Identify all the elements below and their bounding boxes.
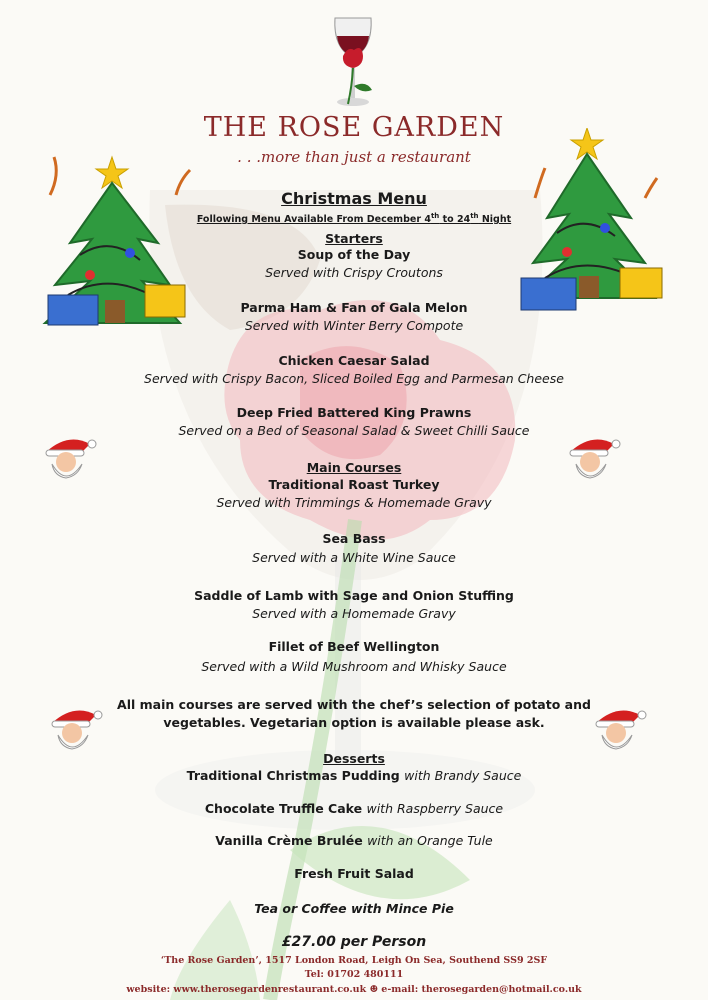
availability-note: Following Menu Available From December 4th to 24th Night (196, 212, 512, 226)
dish-name: Traditional Roast Turkey (268, 477, 440, 492)
price-per-person: £27.00 per Person (281, 934, 427, 950)
website-link[interactable]: website: www.therosegardenrestaurant.co.uk (126, 984, 370, 995)
restaurant-title: THE ROSE GARDEN (203, 112, 505, 143)
wine-glass-rose-logo (328, 14, 378, 112)
desserts-heading: Desserts (323, 751, 385, 766)
dessert-item: Chocolate Truffle Cake with Raspberry Sauce (204, 801, 504, 816)
restaurant-tagline: . . .more than just a restaurant (237, 148, 471, 166)
dessert-item: Fresh Fruit Salad (294, 866, 414, 881)
tea-coffee-line: Tea or Coffee with Mince Pie (254, 901, 454, 916)
dish-description: Served with a White Wine Sauce (252, 550, 456, 565)
dish-description: Served with a Wild Mushroom and Whisky Sauce (201, 659, 507, 674)
dish-description: Served on a Bed of Seasonal Salad & Sweet Chilli Sauce (178, 423, 530, 438)
dish-name: Saddle of Lamb with Sage and Onion Stuffing (194, 588, 514, 603)
mains-note: All main courses are served with the chef’s selection of potato and vegetables. Vegetarian option is available please ask. (117, 697, 591, 730)
dish-description: Served with Winter Berry Compote (244, 318, 464, 333)
restaurant-address: ‘The Rose Garden’, 1517 London Road, Leigh On Sea, Southend SS9 2SF (160, 955, 548, 966)
email-link[interactable]: e-mail: therosegarden@hotmail.co.uk (378, 984, 582, 995)
dish-name: Chicken Caesar Salad (278, 353, 430, 368)
dish-description: Served with Crispy Bacon, Sliced Boiled Egg and Parmesan Cheese (144, 371, 564, 386)
dish-name: Parma Ham & Fan of Gala Melon (240, 300, 468, 315)
main-courses-heading: Main Courses (306, 460, 402, 475)
dish-description: Served with Trimmings & Homemade Gravy (216, 495, 492, 510)
starters-heading: Starters (325, 231, 383, 246)
dish-description: Served with a Homemade Gravy (252, 606, 456, 621)
restaurant-phone: Tel: 01702 480111 (304, 969, 404, 980)
dish-name: Sea Bass (322, 531, 386, 546)
dish-name: Deep Fried Battered King Prawns (236, 405, 472, 420)
dish-description: Served with Crispy Croutons (265, 265, 443, 280)
dessert-item: Traditional Christmas Pudding with Brandy Sauce (186, 768, 522, 783)
dish-name: Fillet of Beef Wellington (268, 639, 440, 654)
menu-heading: Christmas Menu (281, 189, 427, 208)
dish-name: Soup of the Day (297, 247, 411, 262)
dessert-item: Vanilla Crème Brulée with an Orange Tule (215, 833, 493, 848)
bullet-icon: ☻ (369, 984, 378, 995)
contact-web-email (0, 984, 708, 995)
